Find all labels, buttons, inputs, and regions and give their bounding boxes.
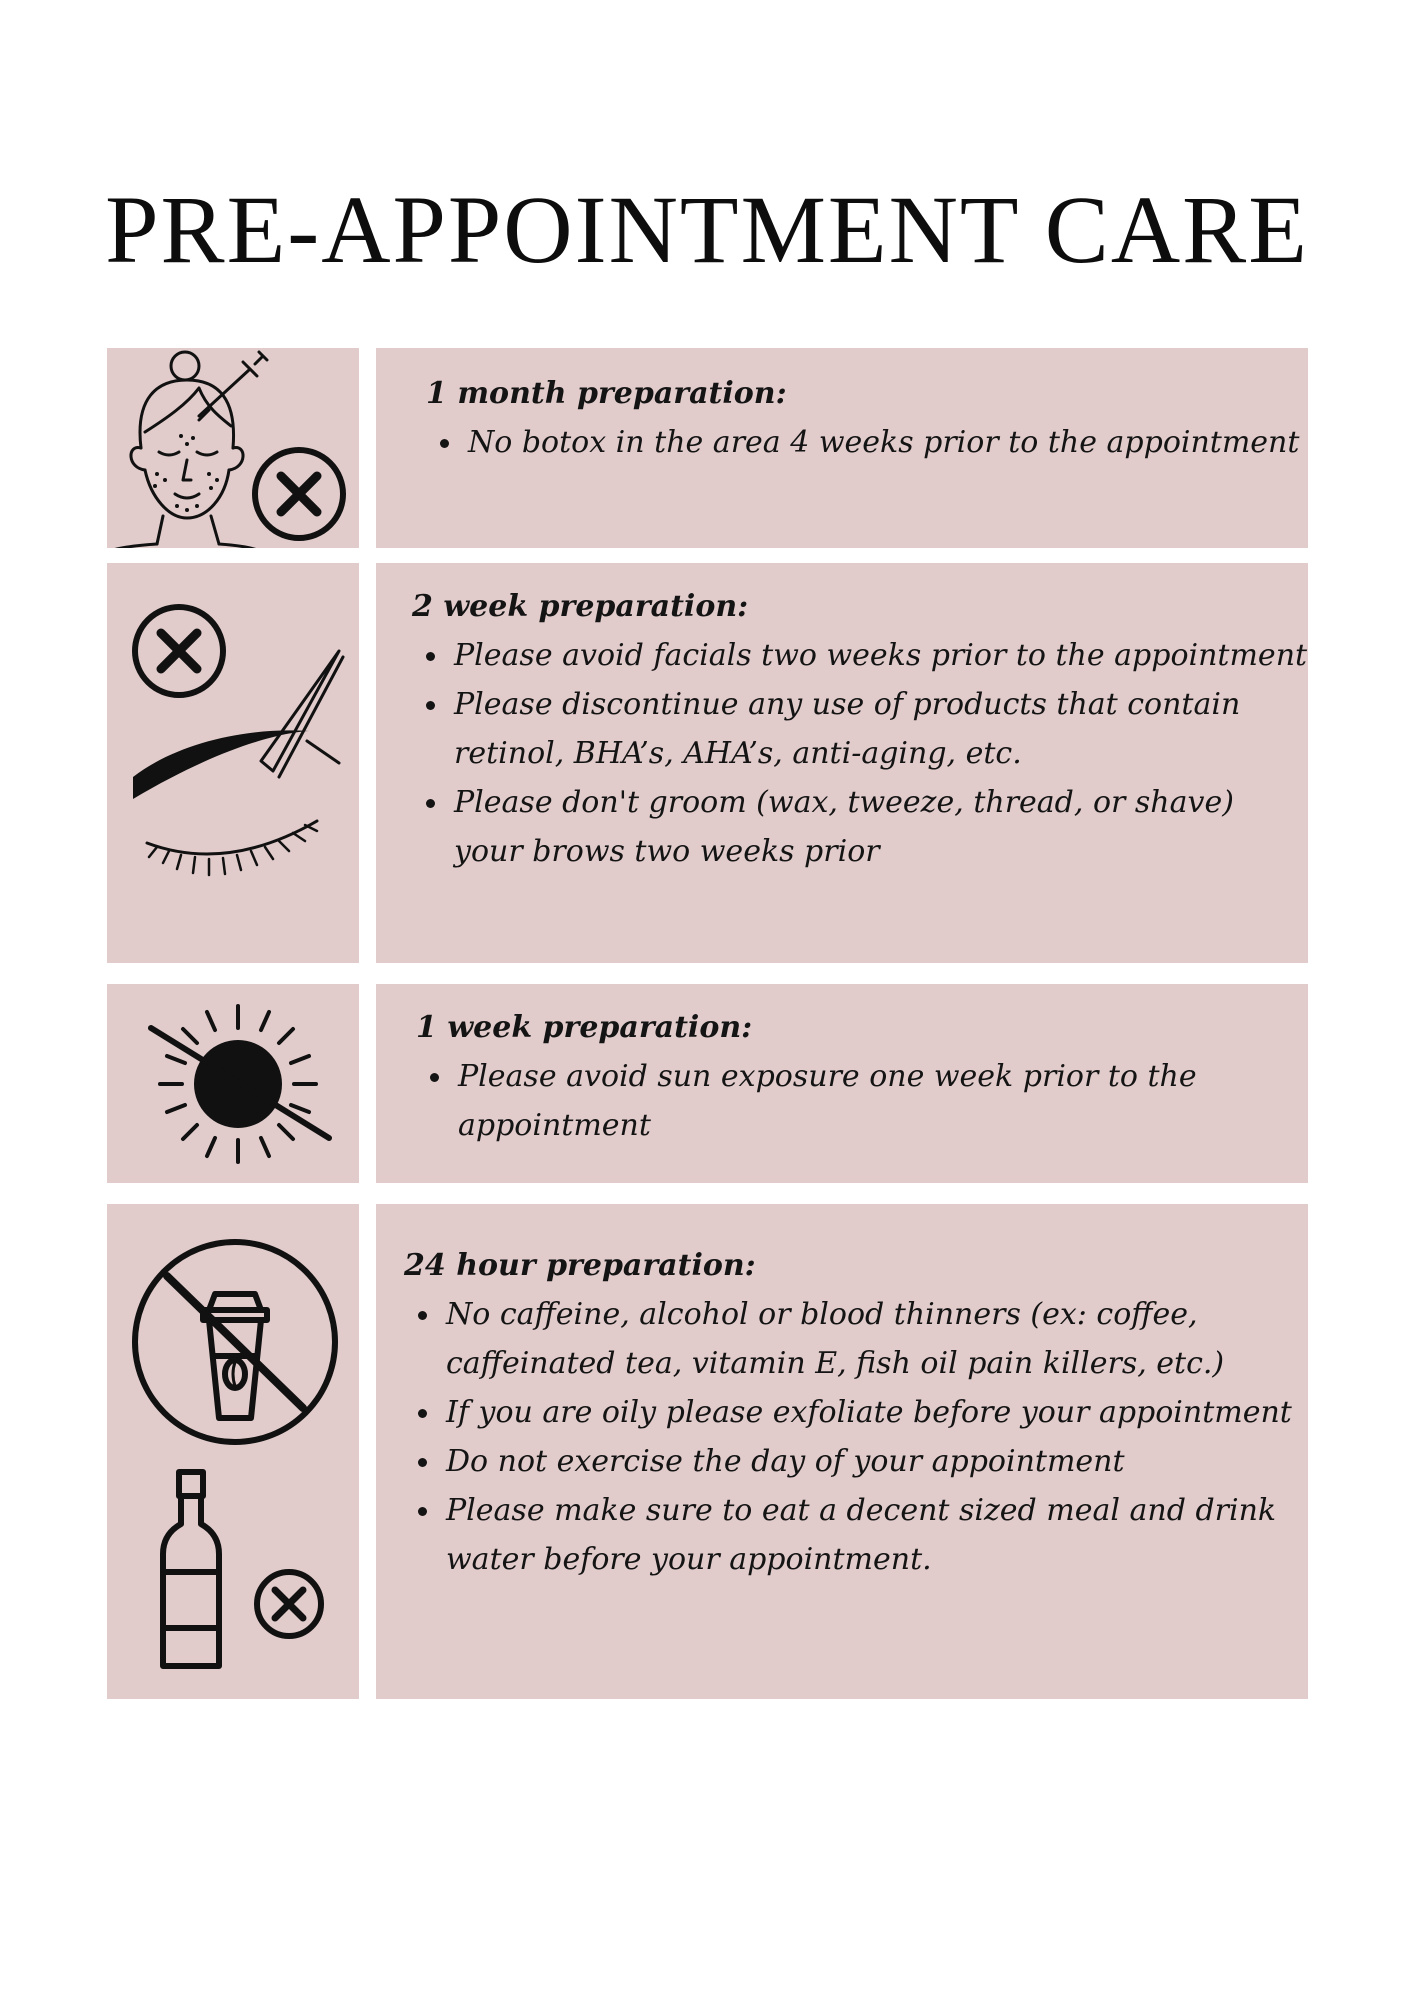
- list-item: If you are oily please exfoliate before your appointment: [446, 1388, 1308, 1437]
- eyelash-icon: [147, 821, 317, 875]
- list-item: No caffeine, alcohol or blood thinners (ex: coffee, caffeinated tea, vitamin E, fish oil pain killers, etc.): [446, 1290, 1308, 1388]
- list-item: Please discontinue any use of products that contain retinol, BHA’s, AHA’s, anti-aging, etc.: [454, 680, 1308, 778]
- eyebrow-tweezers-icon: [133, 651, 343, 799]
- section-list: [412, 631, 1308, 876]
- list-item: No botox in the area 4 weeks prior to the appointment: [468, 418, 1308, 467]
- section-heading: 24 hour preparation:: [404, 1248, 756, 1283]
- no-coffee-icon: [135, 1242, 335, 1442]
- x-circle-icon: [135, 607, 223, 695]
- section-list: [404, 1290, 1308, 1584]
- section-heading: 1 week preparation:: [416, 1010, 753, 1045]
- section-list: [416, 1052, 1308, 1150]
- list-item: Do not exercise the day of your appointment: [446, 1437, 1308, 1486]
- section-list: [426, 418, 1308, 467]
- face-injection-icon: [113, 352, 267, 548]
- no-sun-icon: [151, 1006, 329, 1162]
- list-item: Please avoid facials two weeks prior to the appointment: [454, 631, 1308, 680]
- section-3-text-panel: [376, 984, 1308, 1183]
- x-circle-icon: [255, 450, 343, 538]
- bottle-icon: [163, 1472, 219, 1666]
- section-2-text-panel: [376, 563, 1308, 963]
- page-title: PRE-APPOINTMENT CARE: [105, 176, 1309, 283]
- section-3-icon-panel: [107, 984, 359, 1183]
- section-4-text-panel: [376, 1204, 1308, 1699]
- list-item: Please avoid sun exposure one week prior to the appointment: [458, 1052, 1308, 1150]
- section-1-text-panel: [376, 348, 1308, 548]
- section-4-icon-panel: [107, 1204, 359, 1699]
- section-heading: 1 month preparation:: [426, 376, 787, 411]
- section-1-icon-panel: [107, 348, 359, 548]
- list-item: Please don't groom (wax, tweeze, thread, or shave) your brows two weeks prior: [454, 778, 1308, 876]
- section-2-icon-panel: [107, 563, 359, 963]
- list-item: Please make sure to eat a decent sized meal and drink water before your appointment.: [446, 1486, 1308, 1584]
- x-circle-icon: [257, 1572, 321, 1636]
- section-heading: 2 week preparation:: [412, 589, 749, 624]
